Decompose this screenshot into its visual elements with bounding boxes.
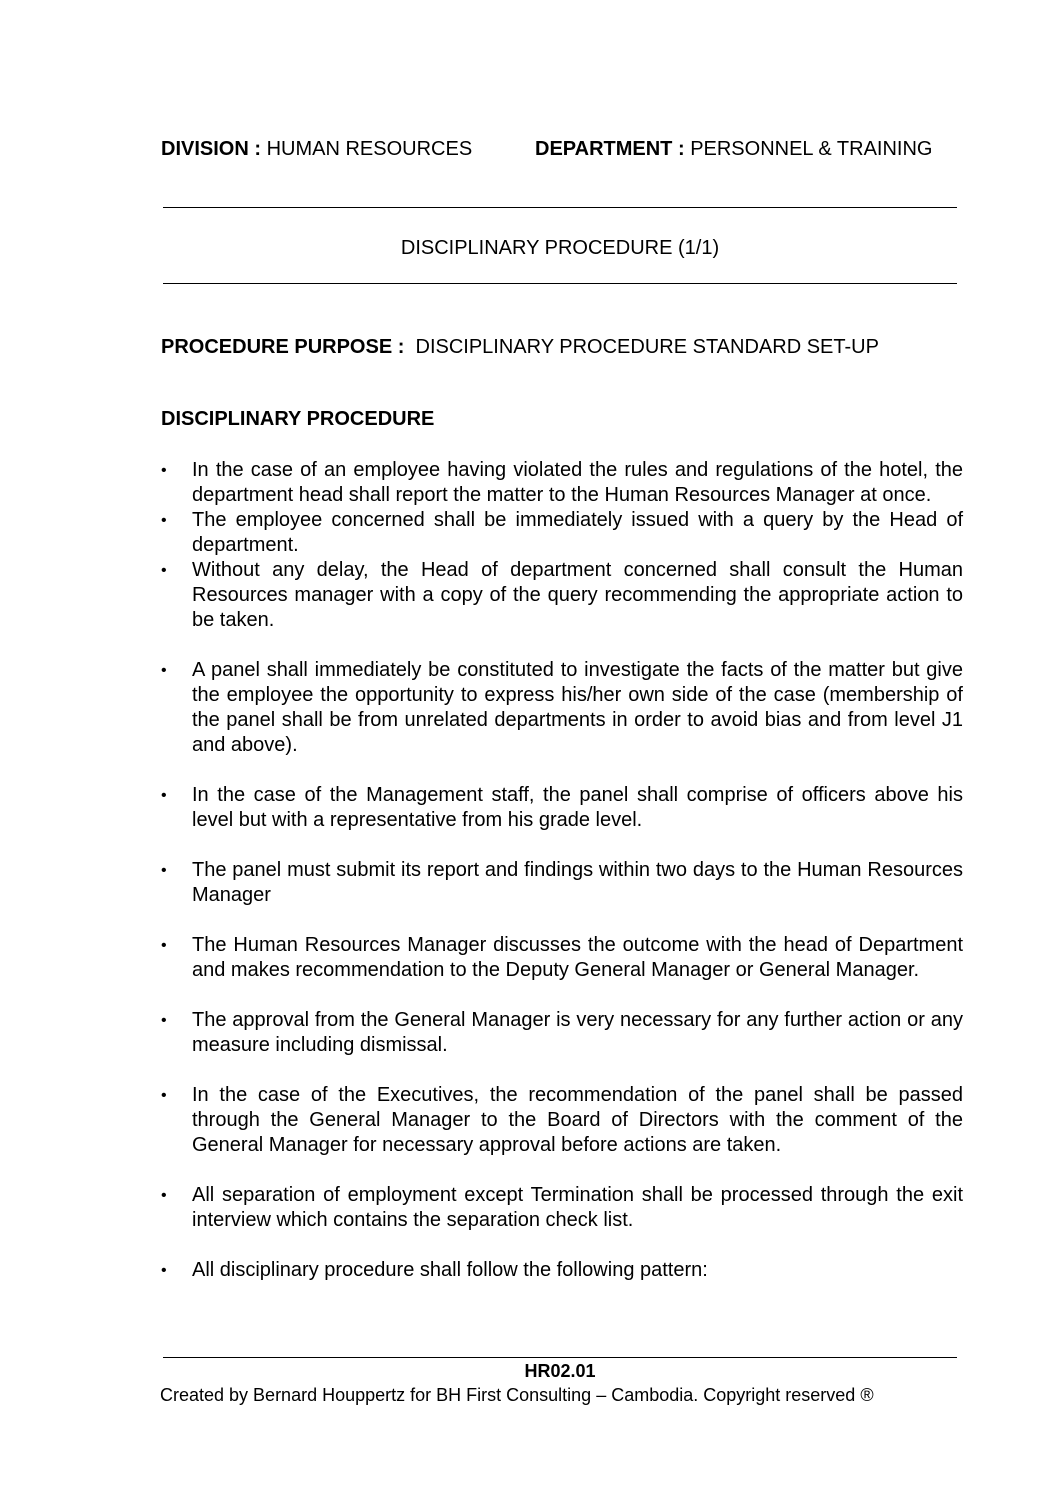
list-item-text: A panel shall immediately be constituted to investigate the facts of the matter but give the employee the opportunity to express his/her own side of the case (membership of the panel shall be from unrelated departments in order to avoid bias and from level J1 and above).: [192, 659, 963, 756]
bullet-icon: •: [161, 1187, 167, 1204]
list-item-text: The employee concerned shall be immediately issued with a query by the Head of department.: [192, 509, 963, 556]
procedure-list: [161, 458, 963, 1283]
list-item: [161, 783, 963, 833]
bullet-icon: •: [161, 1262, 167, 1279]
list-item-text: In the case of an employee having violated the rules and regulations of the hotel, the department head shall report the matter to the Human Resources Manager at once.: [192, 459, 963, 506]
list-item-text: The Human Resources Manager discusses the outcome with the head of Department and makes recommendation to the Deputy General Manager or General Manager.: [192, 934, 963, 981]
bullet-icon: •: [161, 787, 167, 804]
section-heading: DISCIPLINARY PROCEDURE: [161, 408, 435, 430]
list-item: [161, 1258, 963, 1283]
bullet-icon: •: [161, 937, 167, 954]
division-value: HUMAN RESOURCES: [266, 138, 473, 160]
bullet-icon: •: [161, 462, 167, 479]
list-item-text: All separation of employment except Termination shall be processed through the exit interview which contains the separation check list.: [192, 1184, 963, 1231]
list-item: [161, 933, 963, 983]
list-item: [161, 1008, 963, 1058]
bullet-icon: •: [161, 1087, 167, 1104]
list-item: [161, 458, 963, 508]
bullet-icon: •: [161, 562, 167, 579]
department-field: [535, 138, 932, 161]
copyright-notice: Created by Bernard Houppertz for BH First Consulting – Cambodia. Copyright reserved ®: [160, 1385, 874, 1405]
list-item: [161, 508, 963, 558]
bullet-icon: •: [161, 512, 167, 529]
top-divider: [163, 207, 957, 208]
list-item: [161, 558, 963, 633]
list-item-text: All disciplinary procedure shall follow the following pattern:: [192, 1259, 708, 1281]
purpose-label: PROCEDURE PURPOSE :: [161, 336, 405, 358]
list-item: [161, 1183, 963, 1233]
purpose-value: DISCIPLINARY PROCEDURE STANDARD SET-UP: [415, 336, 879, 358]
list-item: [161, 658, 963, 758]
bullet-icon: •: [161, 862, 167, 879]
procedure-purpose: [161, 336, 879, 359]
division-label: DIVISION :: [161, 138, 262, 160]
bullet-icon: •: [161, 662, 167, 679]
list-item: [161, 858, 963, 908]
footer-divider: [163, 1357, 957, 1358]
document-title: DISCIPLINARY PROCEDURE (1/1): [400, 237, 720, 259]
list-item-text: In the case of the Management staff, the panel shall comprise of officers above his level but with a representative from his grade level.: [192, 784, 963, 831]
list-item-text: The panel must submit its report and findings within two days to the Human Resources Manager: [192, 859, 963, 906]
list-item-text: The approval from the General Manager is very necessary for any further action or any measure including dismissal.: [192, 1009, 963, 1056]
document-code: HR02.01: [524, 1361, 596, 1381]
bullet-icon: •: [161, 1012, 167, 1029]
list-item-text: Without any delay, the Head of department concerned shall consult the Human Resources manager with a copy of the query recommending the appropriate action to be taken.: [192, 559, 963, 631]
list-item-text: In the case of the Executives, the recommendation of the panel shall be passed through the General Manager to the Board of Directors with the comment of the General Manager for necessary approval before actions are taken.: [192, 1084, 963, 1156]
title-divider: [163, 283, 957, 284]
department-label: DEPARTMENT :: [535, 138, 685, 160]
division-field: [161, 138, 472, 161]
department-value: PERSONNEL & TRAINING: [690, 138, 933, 160]
list-item: [161, 1083, 963, 1158]
